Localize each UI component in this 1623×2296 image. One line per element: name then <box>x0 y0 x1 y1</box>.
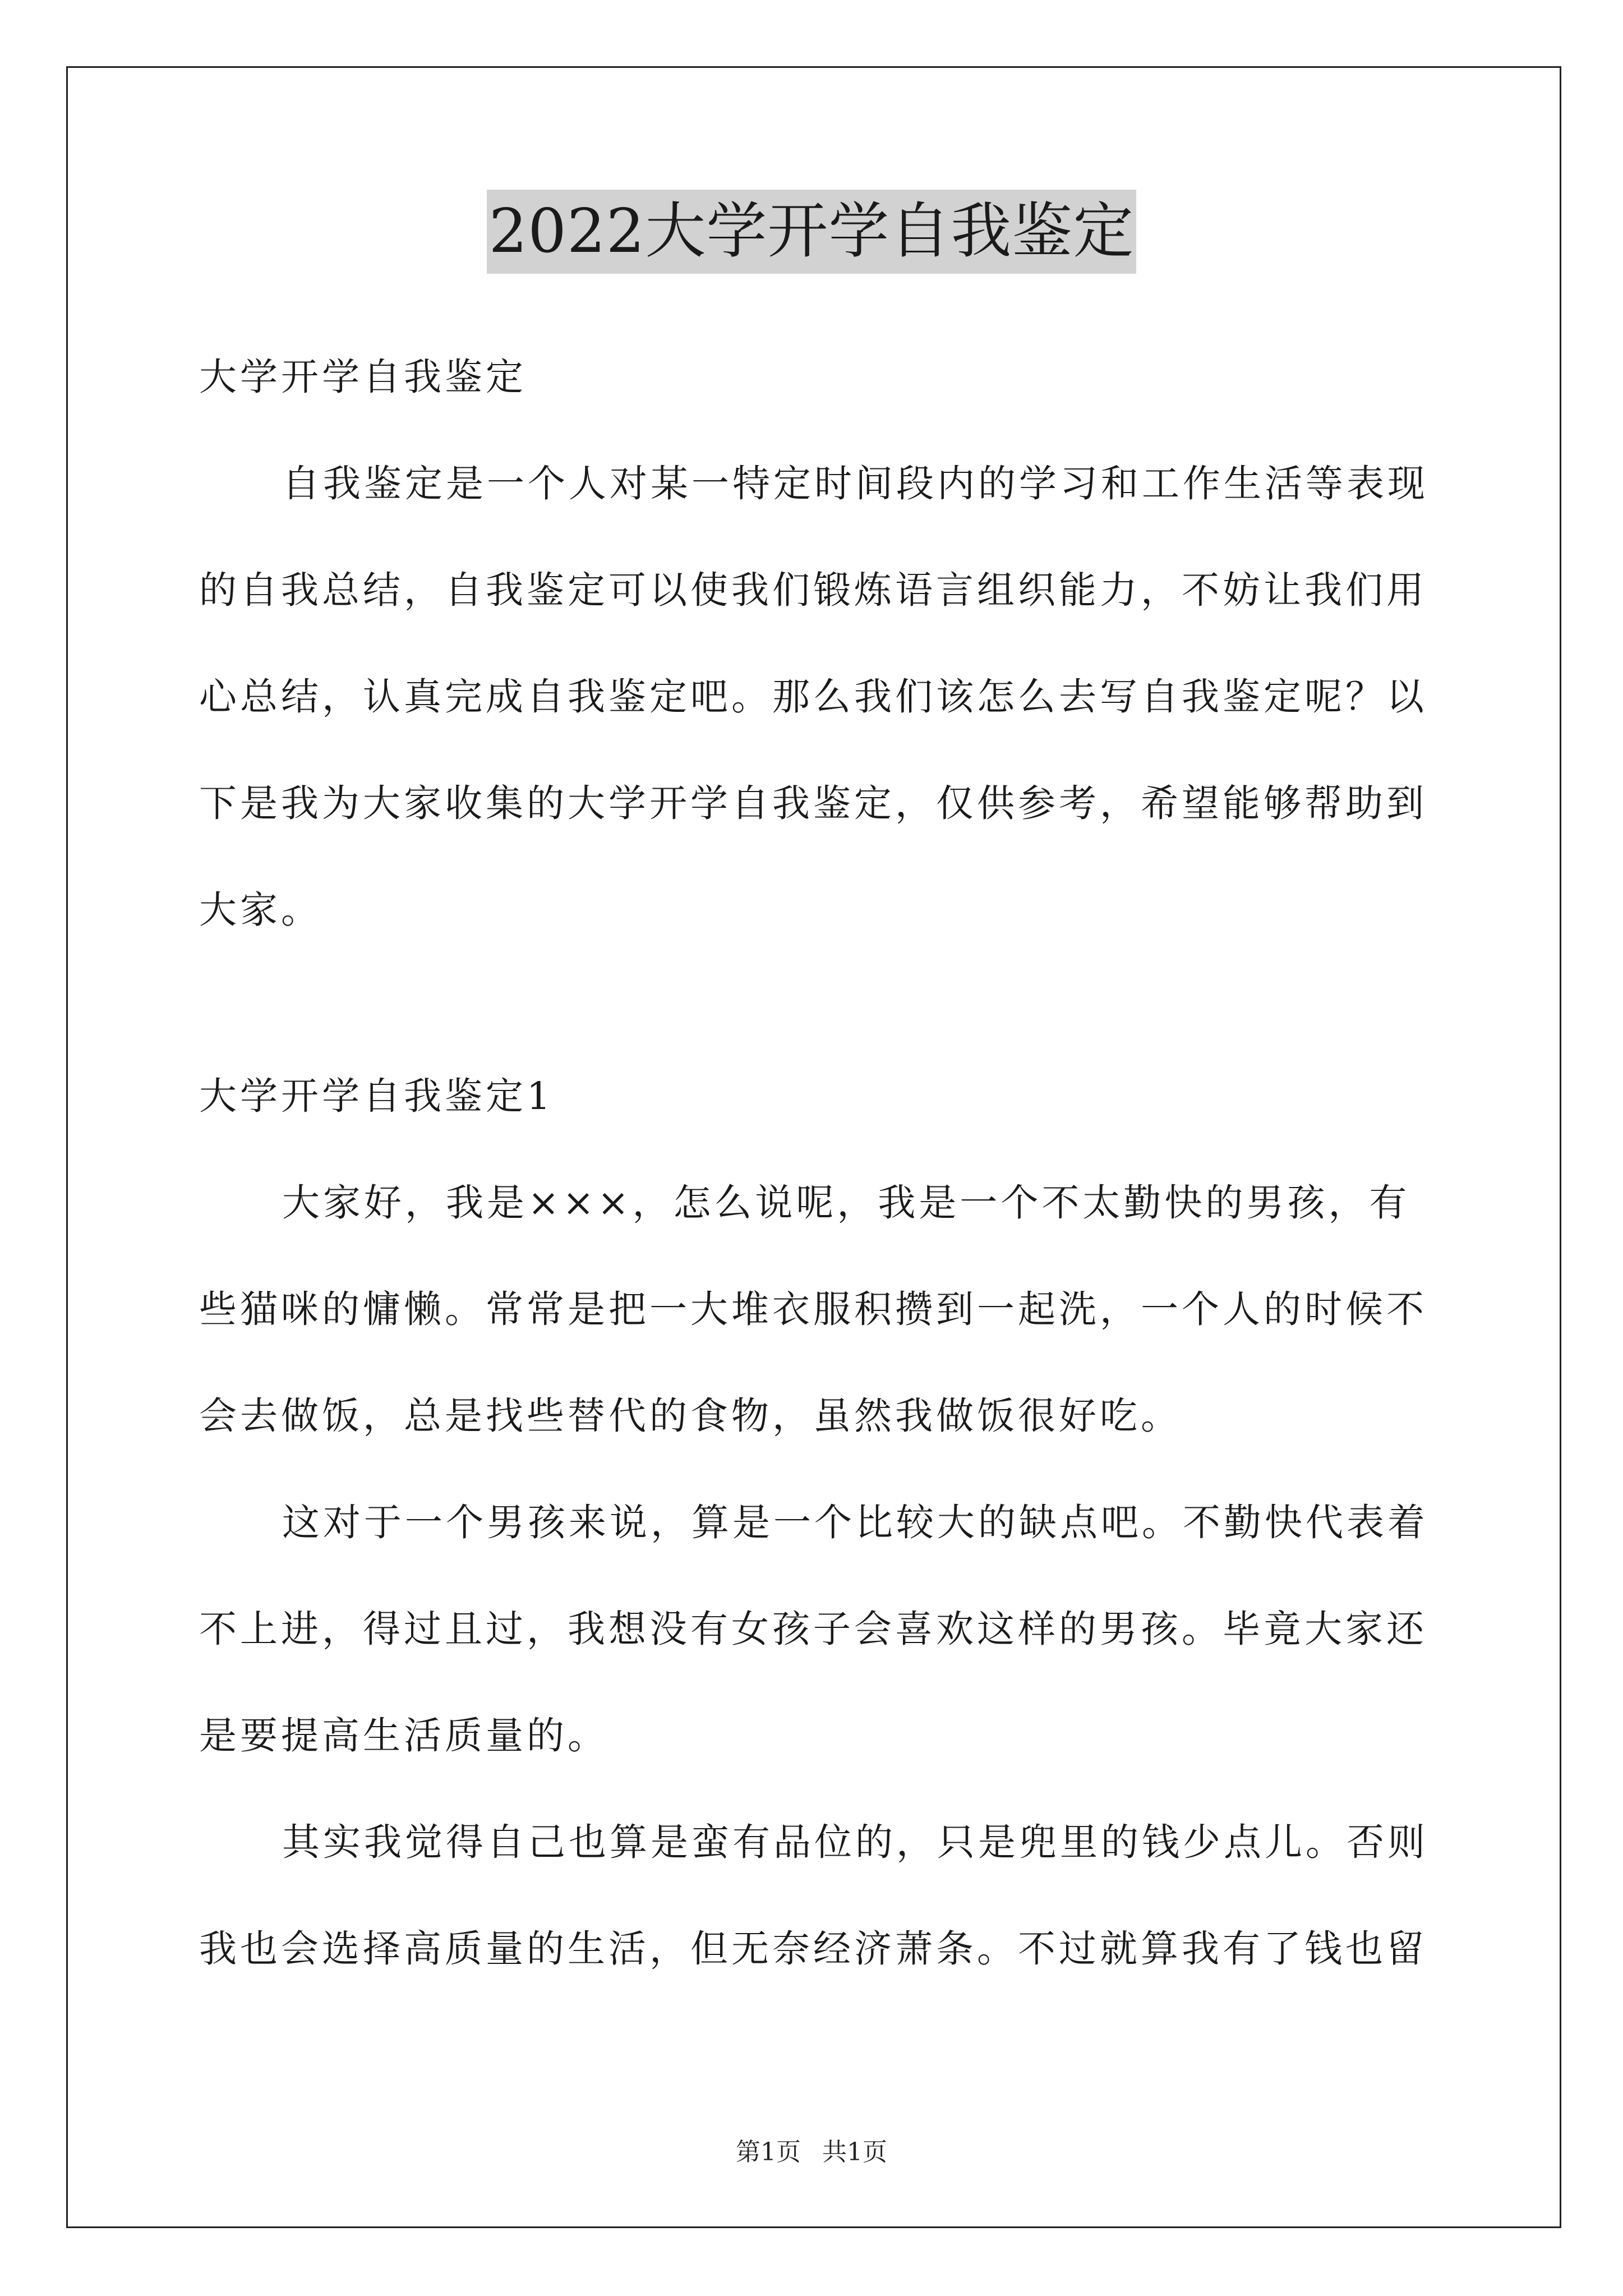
paragraph-line: 其实我觉得自己也算是蛮有品位的，只是兜里的钱少点儿。否则 <box>282 1820 1428 1864</box>
paragraph-line: 大家好，我是×××，怎么说呢，我是一个不太勤快的男孩，有 <box>282 1181 1410 1225</box>
section-spacer <box>199 983 1427 1062</box>
intro-line: 下是我为大家收集的大学开学自我鉴定，仅供参考，希望能够帮助到 <box>199 781 1427 825</box>
paragraph-line: 会去做饭，总是找些替代的食物，虽然我做饭很好吃。 <box>199 1394 1182 1438</box>
subtitle: 大学开学自我鉴定 <box>199 355 527 399</box>
page-footer <box>0 2132 1623 2168</box>
paragraph-line: 我也会选择高质量的生活，但无奈经济萧条。不过就算我有了钱也留 <box>199 1927 1427 1971</box>
intro-line: 心总结，认真完成自我鉴定吧。那么我们该怎么去写自我鉴定呢？以 <box>199 675 1427 719</box>
document-title: 2022大学开学自我鉴定 <box>487 190 1137 274</box>
paragraph-line: 不上进，得过且过，我想没有女孩子会喜欢这样的男孩。毕竟大家还 <box>199 1607 1427 1651</box>
intro-line: 自我鉴定是一个人对某一特定时间段内的学习和工作生活等表现 <box>282 462 1428 505</box>
section-heading: 大学开学自我鉴定1 <box>199 1074 554 1118</box>
paragraph-line: 些猫咪的慵懒。常常是把一大堆衣服积攒到一起洗，一个人的时候不 <box>199 1287 1427 1331</box>
intro-line: 大家。 <box>199 888 322 932</box>
paragraph-line: 这对于一个男孩来说，算是一个比较大的缺点吧。不勤快代表着 <box>282 1501 1428 1544</box>
page-total: 共1页 <box>822 2138 887 2166</box>
document-body <box>199 343 1427 2022</box>
page-number: 第1页 <box>736 2138 801 2166</box>
title-container <box>0 190 1623 274</box>
paragraph-line: 是要提高生活质量的。 <box>199 1714 608 1757</box>
intro-line: 的自我总结，自我鉴定可以使我们锻炼语言组织能力，不妨让我们用 <box>199 568 1427 612</box>
